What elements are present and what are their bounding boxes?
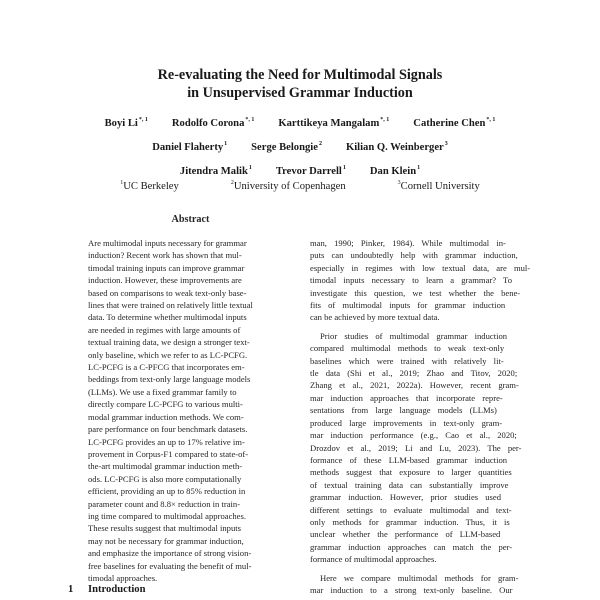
- title-line-1: Re-evaluating the Need for Multimodal Signals: [157, 67, 443, 83]
- abstract-line: efficient, providing an up to 85% reduction in: [88, 486, 246, 497]
- section-number: 1: [68, 584, 74, 595]
- title-line-2: in Unsupervised Grammar Induction: [187, 85, 413, 101]
- body-line: baselines which were trained with relatively lit-: [310, 355, 504, 366]
- author-affiliation-mark: *, 1: [245, 117, 255, 123]
- body-line: fits of multimodal inputs for grammar induction: [310, 300, 506, 311]
- author-name: Rodolfo Corona: [171, 118, 245, 129]
- body-line: compared multimodal methods to weak text-only: [310, 343, 505, 354]
- body-line: only methods for grammar induction. Thus, it is: [310, 516, 510, 527]
- affiliation-mark: 3: [397, 180, 401, 186]
- abstract-line: (LLMs). We use a fixed grammar family to: [88, 386, 237, 397]
- author-affiliation-mark: 1: [248, 165, 252, 171]
- author-name: Dan Klein: [369, 166, 417, 177]
- author: [152, 134, 227, 158]
- author-affiliation-mark: *, 1: [380, 117, 390, 123]
- abstract-line: Are multimodal inputs necessary for grammar: [88, 238, 247, 248]
- author-name: Jitendra Malik: [179, 166, 248, 177]
- abstract-line: ing time compared to multimodal approaches.: [88, 510, 246, 521]
- affiliation-name: Cornell University: [400, 181, 480, 192]
- body-line: Prior studies of multimodal grammar induction: [320, 330, 508, 341]
- affiliation-list: [0, 176, 600, 194]
- body-line: sentations from large language models (LLMs): [310, 405, 497, 416]
- affiliation-mark: 2: [230, 180, 234, 186]
- abstract-line: pare performance on four benchmark datasets.: [88, 424, 248, 435]
- author: [251, 134, 322, 158]
- abstract-line: induction? Recent work has shown that mul-: [88, 250, 242, 261]
- abstract-line: only baseline, which we refer to as LC-PCFG.: [88, 349, 248, 360]
- abstract-line: timodal training inputs can improve grammar: [88, 262, 245, 273]
- affiliation: [120, 176, 179, 194]
- body-line: especially in regimes with low textual data, are mul-: [310, 262, 531, 273]
- affiliation: [231, 176, 346, 194]
- body-line: can be achieved by more textual data.: [310, 312, 440, 323]
- author: [413, 110, 495, 134]
- affiliation-name: University of Copenhagen: [233, 181, 346, 192]
- author-name: Trevor Darrell: [275, 166, 342, 177]
- abstract-line: induction. However, these improvements are: [88, 275, 242, 286]
- body-line: Zhang et al., 2021, 2022a). However, recent gram-: [310, 380, 519, 391]
- paper-title: [0, 66, 600, 102]
- abstract-line: textual training data, we design a stronger text-: [88, 337, 250, 348]
- abstract-heading: Abstract: [171, 214, 210, 225]
- abstract-line: LC-PCFG provides an up to 17% relative im-: [88, 436, 245, 447]
- author-list: [0, 110, 600, 182]
- body-line: man, 1990; Pinker, 1984). While multimodal in-: [310, 238, 506, 248]
- body-line: produced large improvements in text-only gram-: [310, 417, 503, 428]
- author-row: [0, 134, 600, 158]
- body-line: formance of these LLM-based grammar induction: [310, 454, 508, 465]
- author: [278, 110, 389, 134]
- author: [105, 110, 148, 134]
- author: [172, 110, 255, 134]
- abstract-line: ods. LC-PCFG is also more computationally: [88, 473, 242, 484]
- author: [346, 134, 448, 158]
- section-heading: [68, 584, 146, 595]
- body-line: unclear whether the performance of LLM-based: [310, 529, 501, 540]
- author-row: [0, 110, 600, 134]
- abstract-line: timodal approaches.: [88, 572, 158, 583]
- body-paragraph: [310, 572, 522, 597]
- body-line: grammar induction. However, prior studies used: [310, 492, 502, 503]
- body-line: mar induction approaches that incorporate repre-: [310, 392, 503, 403]
- body-line: tle data (Shi et al., 2019; Zhao and Titov, 2020;: [310, 368, 518, 379]
- abstract-line: directly compare LC-PCFG to various multi-: [88, 399, 243, 410]
- abstract-line: beddings from text-only large language models: [88, 374, 251, 385]
- abstract-line: lines that were trained on relatively little textual: [88, 300, 253, 311]
- author-name: Daniel Flaherty: [152, 142, 224, 153]
- author-affiliation-mark: 1: [342, 165, 346, 171]
- abstract-line: parameter count and 8.8× reduction in train-: [88, 498, 241, 509]
- abstract-line: the-art multimodal grammar induction meth-: [88, 461, 243, 472]
- author-name: Serge Belongie: [251, 142, 318, 153]
- author-affiliation-mark: 3: [444, 141, 448, 147]
- section-title: Introduction: [88, 584, 146, 595]
- author-affiliation-mark: *, 1: [486, 117, 496, 123]
- author-name: Kilian Q. Weinberger: [345, 142, 444, 153]
- body-paragraph: [310, 237, 531, 324]
- right-column: [310, 237, 531, 596]
- abstract-line: provement in Corpus-F1 compared to state-of-: [88, 448, 249, 459]
- body-line: puts can undoubtedly help with grammar induction,: [310, 250, 518, 261]
- affiliation: [398, 176, 480, 194]
- abstract-line: are needed in regimes with large amounts of: [88, 324, 241, 335]
- body-line: formance of multimodal approaches.: [310, 554, 437, 565]
- body-line: timodal inputs necessary to learn a grammar? To: [310, 275, 513, 286]
- abstract-line: These results suggest that multimodal inputs: [88, 523, 242, 534]
- body-line: methods suggest that exposure to larger quantities: [310, 467, 512, 478]
- body-line: different settings to evaluate multimodal and text-: [310, 504, 512, 515]
- body-line: of textual training data can substantially improve: [310, 479, 509, 490]
- abstract-line: may not be necessary for grammar induction,: [88, 535, 244, 546]
- abstract-line: free baselines for evaluating the benefit of mul-: [88, 560, 252, 571]
- body-line: mar induction to a strong text-only baseline. Our: [310, 584, 513, 595]
- body-line: investigate this question, we test whether the bene-: [310, 287, 521, 298]
- body-line: Here we compare multimodal methods for gram-: [320, 572, 519, 583]
- body-line: grammar induction approaches can match the per-: [310, 541, 513, 552]
- affiliation-name: UC Berkeley: [123, 181, 179, 192]
- body-paragraph: [310, 330, 522, 566]
- abstract-line: and emphasize the importance of strong vision-: [88, 548, 252, 559]
- body-line: mar induction performance (e.g., Cao et al., 2020;: [310, 430, 517, 441]
- author-affiliation-mark: *, 1: [138, 117, 148, 123]
- abstract-line: modal grammar induction methods. We com-: [88, 411, 244, 422]
- author-name: Boyi Li: [104, 118, 138, 129]
- author-name: Karttikeya Mangalam: [278, 118, 380, 129]
- author-name: Catherine Chen: [413, 118, 486, 129]
- abstract-body: [88, 237, 293, 584]
- abstract-line: LC-PCFG is a C-PFCG that incorporates em-: [88, 362, 245, 373]
- left-column: [88, 213, 293, 584]
- abstract-line: based on comparisons to weak text-only base-: [88, 287, 247, 298]
- author-affiliation-mark: 2: [318, 141, 322, 147]
- body-line: Drozdov et al., 2019; Li and Lu, 2023). The per-: [310, 442, 522, 453]
- author-affiliation-mark: 1: [417, 165, 421, 171]
- author-affiliation-mark: 1: [224, 141, 228, 147]
- affiliation-mark: 1: [120, 180, 124, 186]
- abstract-line: data. To determine whether multimodal inputs: [88, 312, 247, 323]
